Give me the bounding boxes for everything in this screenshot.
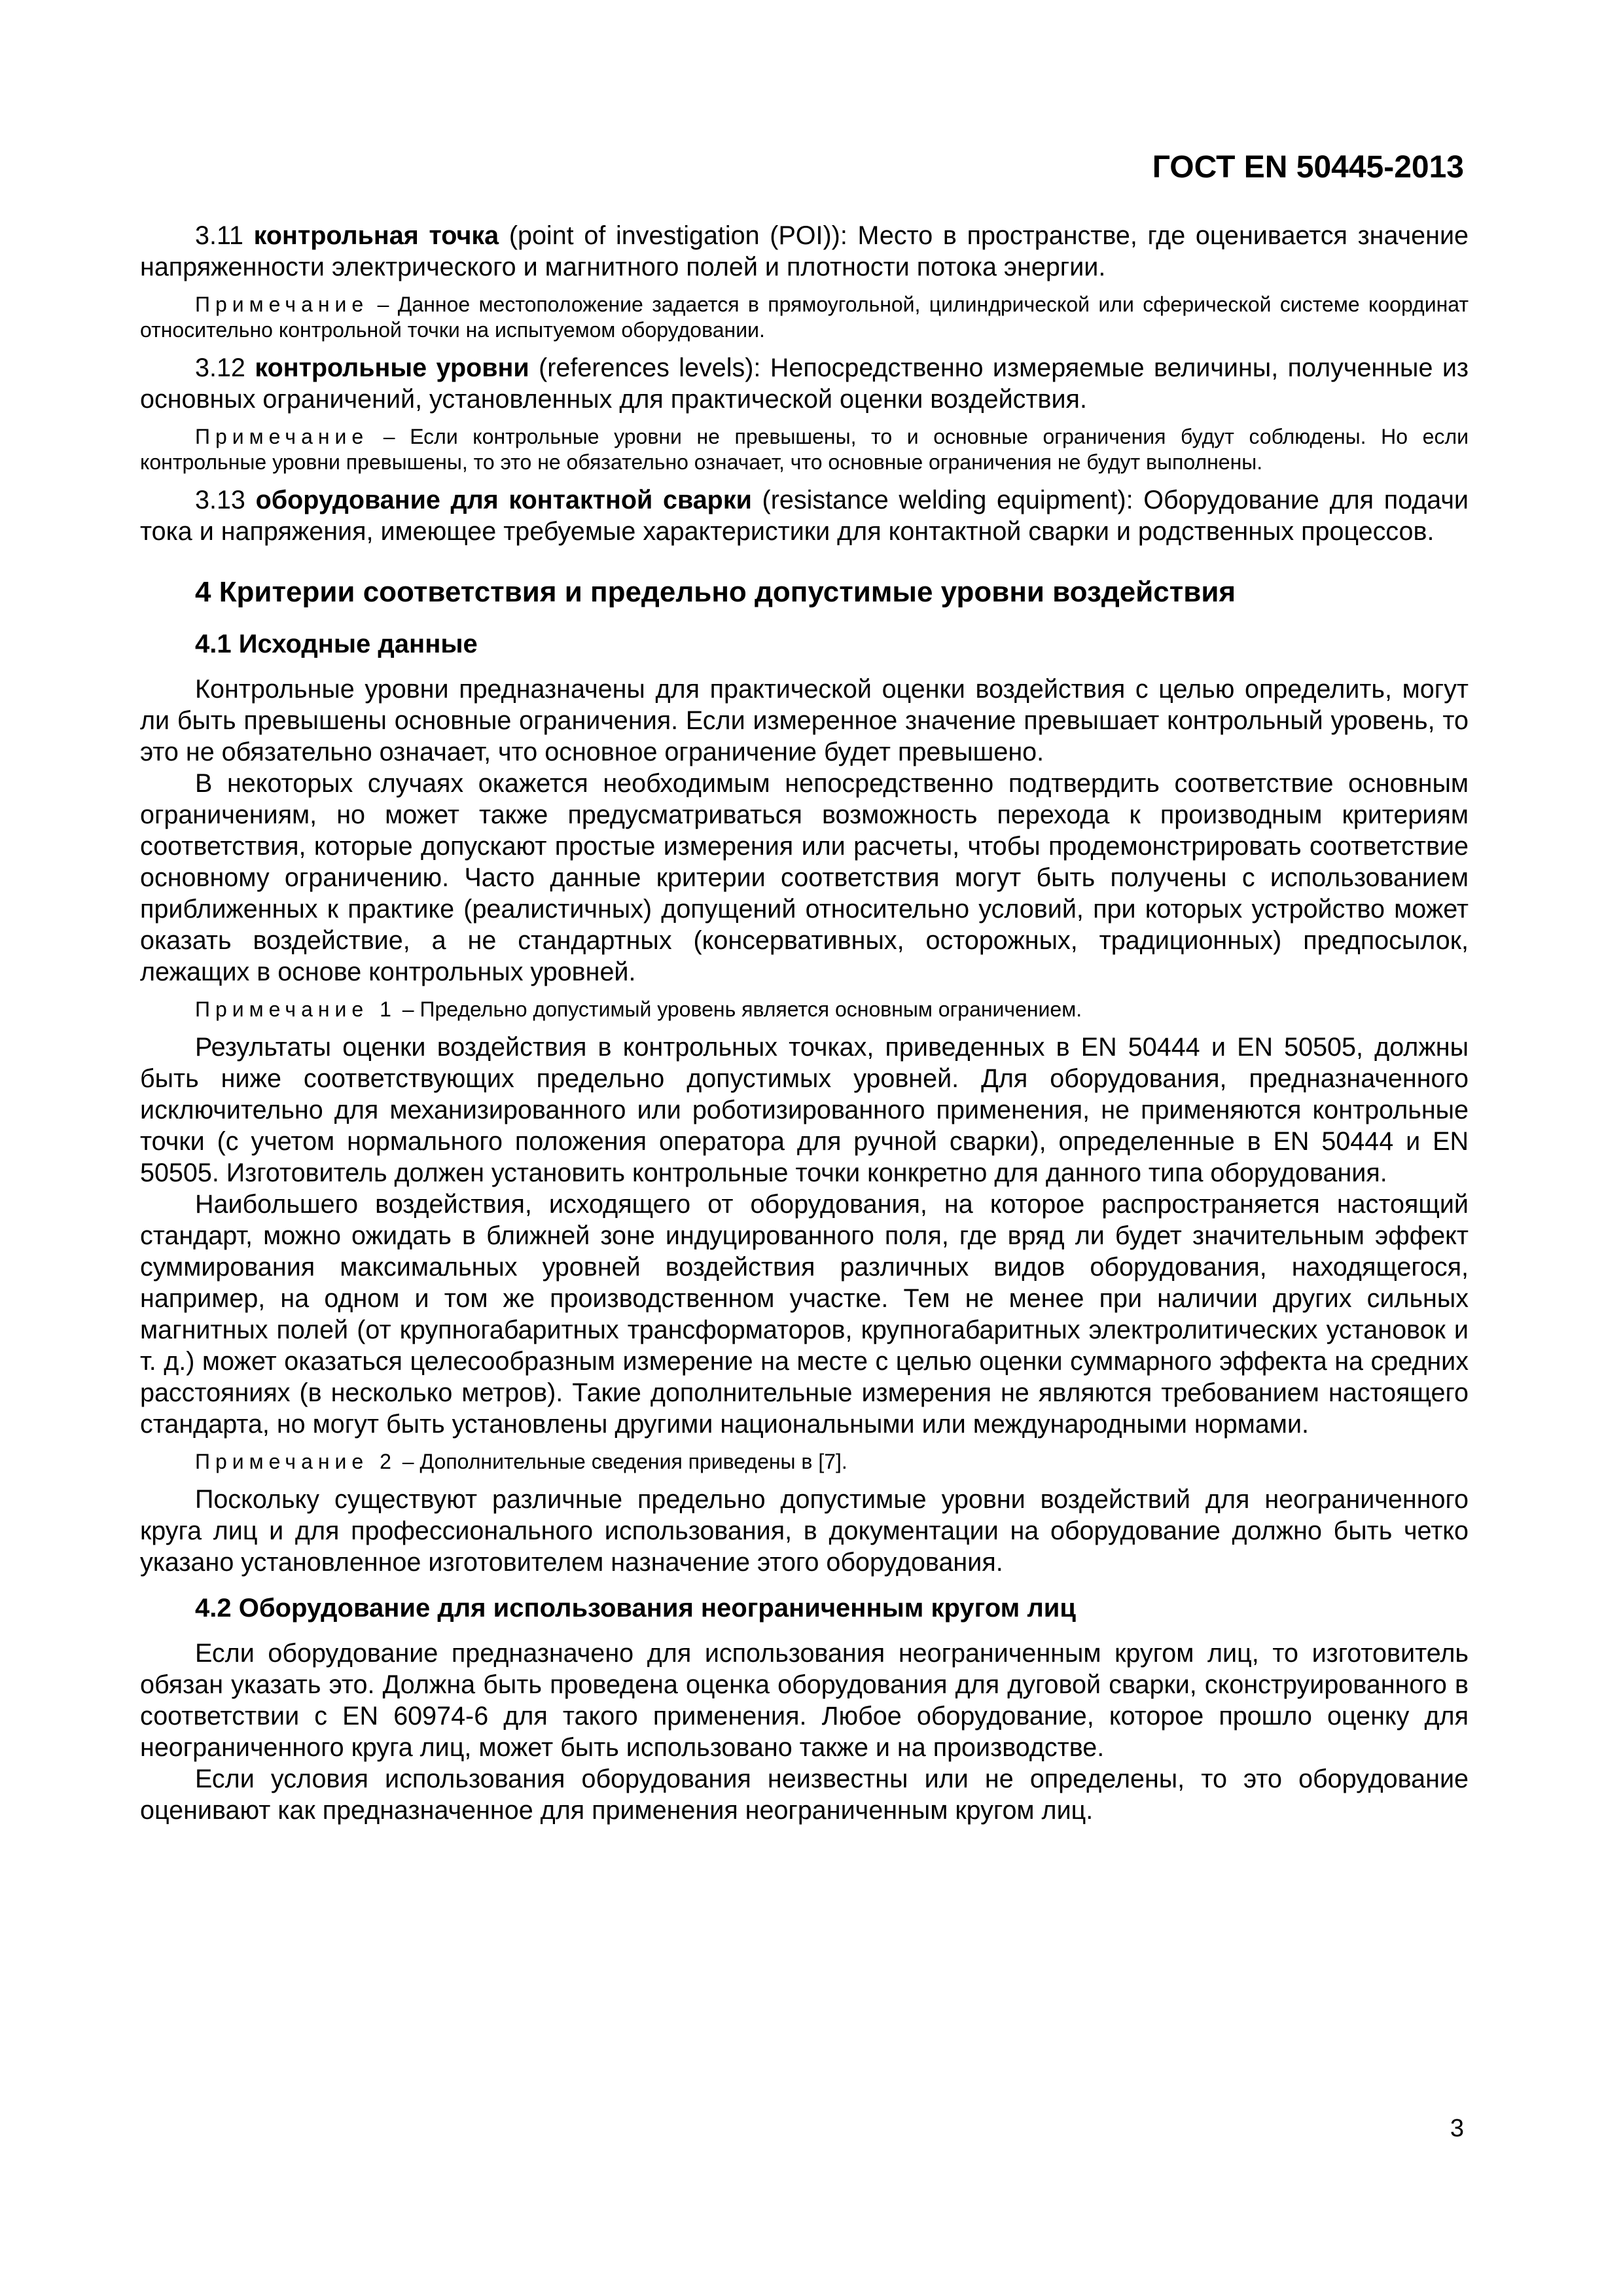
note-text: – Если контрольные уровни не превышены, то и основные ограничения будут соблюдены. Но если контрольные уровни превышены, то это не обязательно означает, что основные ограничения не будут выполнены. [140,425,1469,474]
paragraph: Результаты оценки воздействия в контрольных точках, приведенных в EN 50444 и EN 50505, должны быть ниже соответствующих предельно допустимых уровней. Для оборудования, предназначенного исключительно для механизированного или роботизированного применения, не применяются контрольные точки (с учетом нормального положения оператора для ручной сварки), определенные в EN 50444 и EN 50505. Изготовитель должен установить контрольные точки конкретно для данного типа оборудования. [140,1033,1469,1187]
definition-3-13 [140,484,1469,547]
note-2 [140,1449,1469,1475]
definition-text: (references levels): Непосредственно измеряемые величины, полученные из основных ограничений, установленных для практической оценки воздействия. [140,353,1469,414]
paragraph: Наибольшего воздействия, исходящего от оборудования, на которое распространяется настоящий стандарт, можно ожидать в ближней зоне индуцированного поля, где вряд ли будет значительным эффект суммирования максимальных уровней воздействия различных видов оборудования, находящегося, например, на одном и том же производственном участке. Тем не менее при наличии других сильных магнитных полей (от крупногабаритных трансформаторов, крупногабаритных электролитических установок и т. д.) может оказаться целесообразным измерение на месте с целью оценки суммарного эффекта на средних расстояниях (в несколько метров). Такие дополнительные измерения не являются требованием настоящего стандарта, но могут быть установлены другими национальными или международными нормами. [140,1190,1469,1439]
definition-text: (point of investigation (POI)): Место в пространстве, где оценивается значение напряженности электрического и магнитного полей и плотности потока энергии. [140,221,1469,281]
section-4-heading: 4 Критерии соответствия и предельно допустимые уровни воздействия [195,576,1236,608]
definition-term: оборудование для контактной сварки [255,486,752,514]
definition-text: (resistance welding equipment): Оборудование для подачи тока и напряжения, имеющее требуемые характеристики для контактной сварки и родственных процессов. [140,486,1469,546]
page-content [140,220,1469,1826]
paragraph: В некоторых случаях окажется необходимым непосредственно подтвердить соответствие основным ограничениям, но может также предусматриваться возможность перехода к производным критериям соответствия, которые допускают простые измерения или расчеты, чтобы продемонстрировать соответствие основному ограничению. Часто данные критерии соответствия могут быть получены с использованием приближенных к практике (реалистичных) допущений относительно условий, при которых устройство может оказать воздействие, а не стандартных (консервативных, осторожных, традиционных) предпосылок, лежащих в основе контрольных уровней. [140,769,1469,986]
definition-3-11 [140,220,1469,283]
note-label: Примечание 1 [195,997,397,1021]
document-id-header: ГОСТ EN 50445-2013 [1152,150,1464,185]
note-3-11 [140,292,1469,343]
paragraph: Если условия использования оборудования неизвестны или не определены, то это оборудование оценивают как предназначенное для применения неограниченным кругом лиц. [140,1765,1469,1825]
paragraph: Если оборудование предназначено для использования неограниченным кругом лиц, то изготовитель обязан указать это. Должна быть проведена оценка оборудования для дуговой сварки, сконструированного в соответствии с EN 60974-6 для такого применения. Любое оборудование, которое прошло оценку для неограниченного круга лиц, может быть использовано также и на производстве. [140,1639,1469,1762]
note-label: Примечание [195,425,369,448]
definition-number: 3.12 [195,353,245,382]
section-4-2-heading: 4.2 Оборудование для использования неограниченным кругом лиц [195,1594,1076,1623]
paragraph: Поскольку существуют различные предельно допустимые уровни воздействий для неограниченного круга лиц и для профессионального использования, в документации на оборудование должно быть четко указано установленное изготовителем назначение этого оборудования. [140,1485,1469,1577]
definition-number: 3.13 [195,486,245,514]
section-4-1-heading: 4.1 Исходные данные [195,630,478,658]
note-label: Примечание [195,293,369,316]
definition-term: контрольные уровни [255,353,529,382]
definition-term: контрольная точка [253,221,499,250]
page-number: 3 [1450,2115,1464,2142]
definition-3-12 [140,352,1469,415]
paragraph: Контрольные уровни предназначены для практической оценки воздействия с целью определить, могут ли быть превышены основные ограничения. Если измеренное значение превышает контрольный уровень, то это не обязательно означает, что основное ограничение будет превышено. [140,675,1469,766]
note-text: – Дополнительные сведения приведены в [7]. [396,1450,847,1473]
note-label: Примечание 2 [195,1450,397,1473]
note-1 [140,997,1469,1022]
note-text: – Данное местоположение задается в прямоугольной, цилиндрической или сферической системе координат относительно контрольной точки на испытуемом оборудовании. [140,293,1469,342]
note-3-12 [140,424,1469,475]
definition-number: 3.11 [195,221,243,250]
note-text: – Предельно допустимый уровень является основным ограничением. [396,997,1082,1021]
